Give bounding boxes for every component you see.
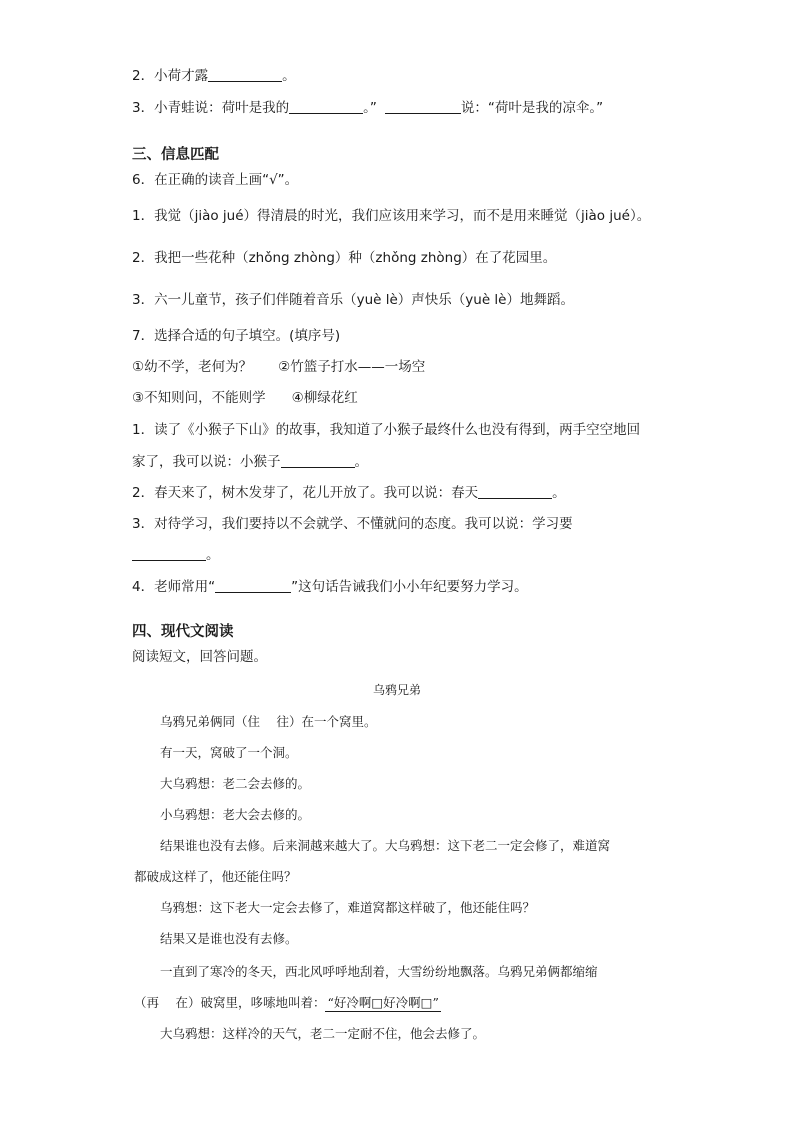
fill-7-3a: 3．对待学习，我们要持以不会就学、不懂就问的态度。我可以说：学习要 (132, 516, 573, 532)
option-1: ①幼不学，老何为？ (132, 359, 253, 375)
answer-blank[interactable] (132, 546, 206, 561)
options-row-1 (132, 357, 425, 377)
fill-line-2-text: 2．小荷才露 (132, 68, 209, 84)
answer-blank[interactable] (215, 578, 291, 593)
passage-line: 乌鸦想：这下老大一定会去修了，难道窝都这样破了，他还能住吗？ (160, 900, 536, 915)
pinyin-sentence-1: 1．我觉（jiào jué）得清晨的时光，我们应该用来学习，而不是用来睡觉（jiào jué）。 (132, 208, 651, 224)
question-7: 7．选择合适的句子填空。(填序号) (132, 328, 341, 344)
options-row-2 (132, 388, 358, 408)
answer-blank[interactable] (208, 67, 282, 82)
passage-line: 小乌鸦想：老大会去修的。 (160, 807, 311, 822)
fill-7-1b: 家了，我可以说：小猴子 。 (132, 454, 368, 470)
fill-line-2: 2．小荷才露 。 (132, 68, 296, 84)
fill-7-1a: 1．读了《小猴子下山》的故事，我知道了小猴子最终什么也没有得到，两手空空地回 (132, 422, 641, 438)
answer-blank[interactable] (478, 484, 552, 499)
section-heading-4: 四、现代文阅读 (132, 624, 234, 640)
answer-blank[interactable] (281, 453, 355, 468)
passage-line: 都破成这样了，他还能住吗？ (134, 869, 297, 884)
fill-7-4: 4．老师常用“ ”这句话告诫我们小小年纪要努力学习。 (132, 579, 528, 595)
question-6: 6．在正确的读音上画“√”。 (132, 172, 299, 188)
fill-7-3b: 。 (132, 545, 220, 565)
passage-line: 大乌鸦想：这样冷的天气，老二一定耐不住，他会去修了。 (160, 1026, 486, 1041)
section-heading-3: 三、信息匹配 (132, 147, 219, 163)
pinyin-sentence-2: 2．我把一些花种（zhǒng zhòng）种（zhǒng zhòng）在了花园里。 (132, 250, 557, 266)
passage-line: 结果又是谁也没有去修。 (160, 931, 298, 946)
option-2: ②竹篮子打水——一场空 (278, 359, 426, 375)
passage-line: 乌鸦兄弟俩同（住 往）在一个窝里。 (160, 714, 377, 729)
fill-7-2: 2．春天来了，树木发芽了，花儿开放了。我可以说：春天 。 (132, 485, 566, 501)
passage-line: 有一天，窝破了一个洞。 (160, 745, 298, 760)
option-3: ③不知则问，不能则学 (132, 390, 266, 406)
passage-line: 一直到了寒冷的冬天，西北风呼呼地刮着，大雪纷纷地飘落。乌鸦兄弟俩都缩缩 (160, 964, 598, 979)
option-4: ④柳绿花红 (291, 390, 358, 406)
passage-line: 结果谁也没有去修。后来洞越来越大了。大乌鸦想：这下老二一定会修了，难道窝 (160, 838, 611, 853)
passage-line: （再 在）破窝里，哆嗦地叫着： “好冷啊□好冷啊□” (134, 995, 439, 1010)
underlined-quote: “好冷啊□好冷啊□” (327, 995, 439, 1010)
answer-blank[interactable] (385, 99, 461, 114)
pinyin-sentence-3: 3．六一儿童节，孩子们伴随着音乐（yuè lè）声快乐（yuè lè）地舞蹈。 (132, 292, 574, 308)
passage-title: 乌鸦兄弟 (372, 683, 421, 697)
reading-instruction: 阅读短文，回答问题。 (132, 649, 267, 665)
fill-line-3: 3．小青蛙说：荷叶是我的 。” 说：“荷叶是我的凉伞。” (132, 100, 604, 116)
passage-line: 大乌鸦想：老二会去修的。 (160, 776, 311, 791)
answer-blank[interactable] (289, 99, 363, 114)
